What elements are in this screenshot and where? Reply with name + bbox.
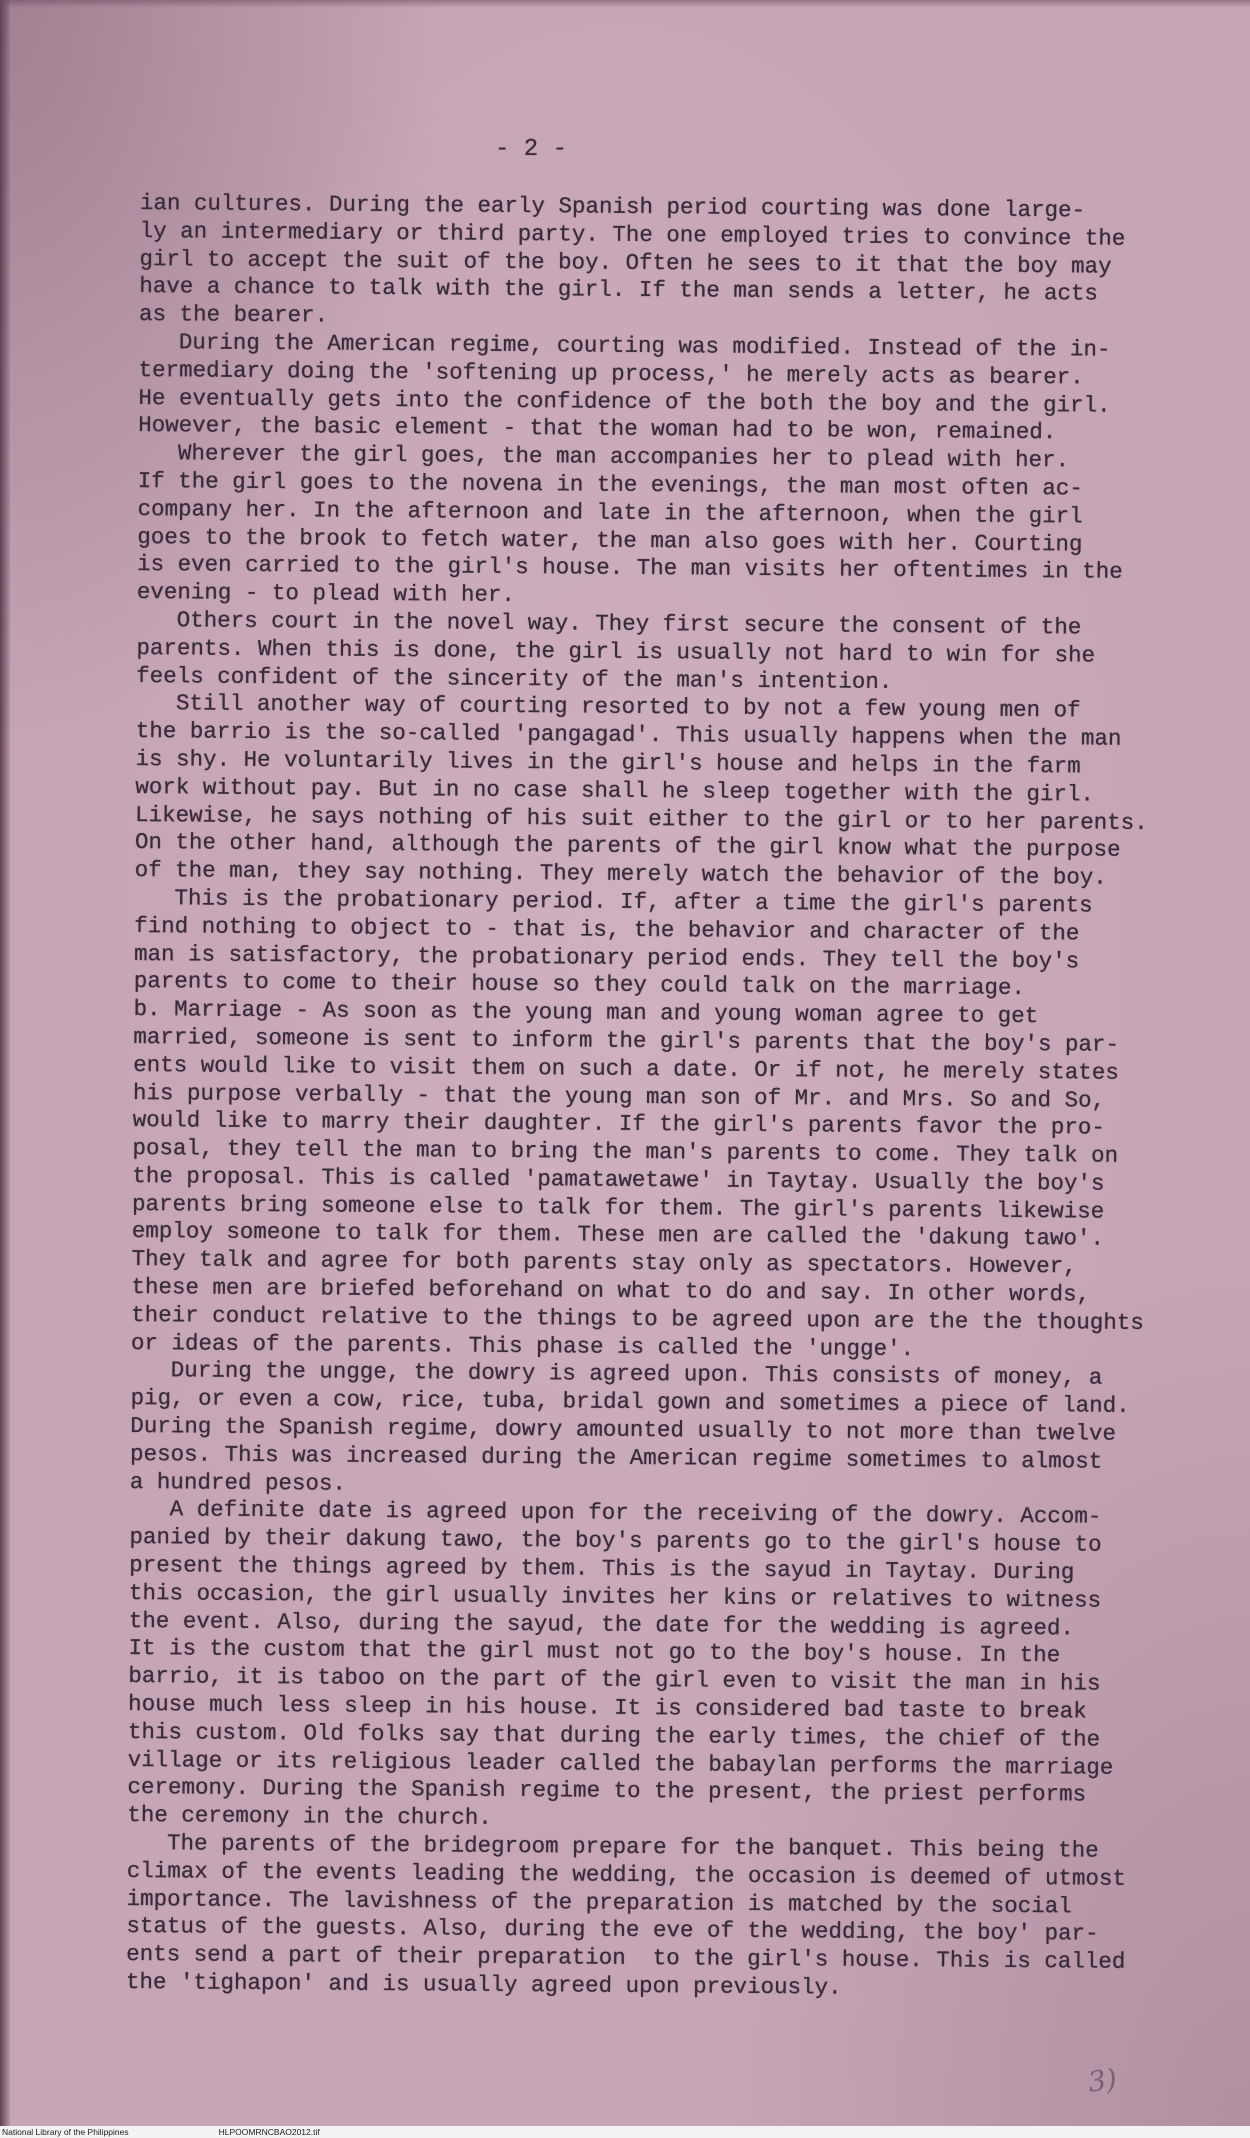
text-line: pig, or even a cow, rice, tuba, bridal gown and sometimes a piece of land.: [130, 1385, 1130, 1420]
paragraph: [137, 440, 1198, 615]
text-line: the proposal. This is called 'pamatawetawe' in Taytay. Usually the boy's: [132, 1162, 1105, 1197]
text-line: company her. In the afternoon and late in the afternoon, when the girl: [137, 495, 1083, 530]
text-line: During the American regime, courting was modified. Instead of the in-: [178, 329, 1111, 363]
text-line: status of the guests. Also, during the eve of the wedding, the boy' par-: [126, 1913, 1099, 1947]
text-line: or ideas of the parents. This phase is called the 'ungge'.: [130, 1329, 915, 1362]
text-line: girl to accept the suit of the boy. Often he sees to it that the boy may: [139, 245, 1112, 280]
scan-top-edge: [0, 0, 1250, 8]
text-line: ian cultures. During the early Spanish period courting was done large-: [139, 190, 1086, 224]
paragraph: [135, 690, 1196, 893]
text-line: A definite date is agreed upon for the receiving of the dowry. Accom-: [169, 1496, 1102, 1531]
text-line: house much less sleep in his house. It is considered bad taste to break: [128, 1690, 1087, 1725]
text-line: is even carried to the girl's house. The man visits her oftentimes in the: [136, 551, 1123, 586]
typewritten-body: [126, 190, 1200, 2005]
text-line: pesos. This was increased during the American regime sometimes to almost: [129, 1440, 1103, 1475]
text-line: The parents of the bridegroom prepare for the banquet. This being the: [166, 1830, 1099, 1864]
text-line: village or its religious leader called the babaylan performs the marriage: [127, 1746, 1114, 1781]
text-line: a hundred pesos.: [129, 1468, 346, 1497]
text-line: ents would like to visit them on such a date. Or if not, he merely states: [133, 1051, 1119, 1086]
text-line: He eventually gets into the confidence of the both the boy and the girl.: [138, 384, 1111, 419]
page-number: - 2 -: [495, 136, 568, 163]
text-line: b. Marriage - As soon as the young man and young woman agree to get: [133, 996, 1039, 1030]
text-line: goes to the brook to fetch water, the man also goes with her. Courting: [137, 523, 1083, 557]
footer-file-name: HLPOOMRNCBAO2012.tif: [218, 2127, 320, 2137]
text-line: married, someone is sent to inform the girl's parents that the boy's par-: [133, 1023, 1120, 1058]
text-line: is shy. He voluntarily lives in the girl's house and helps in the farm: [135, 745, 1081, 780]
paragraph: [136, 607, 1197, 699]
text-line: parents bring someone else to talk for them. The girl's parents likewise: [131, 1190, 1105, 1225]
paragraph: [126, 1830, 1187, 2005]
text-line: Others court in the novel way. They first secure the consent of the: [176, 607, 1082, 641]
text-line: the 'tighapon' and is usually agreed upon previously.: [125, 1968, 842, 2001]
text-line: posal, they tell the man to bring the man's parents to come. They talk on: [132, 1135, 1119, 1169]
text-line: Wherever the girl goes, the man accompanies her to plead with her.: [177, 440, 1070, 474]
paragraph: [130, 1357, 1191, 1504]
handwritten-page-mark: 3): [1085, 2062, 1119, 2099]
text-line: During the ungge, the dowry is agreed upon. This consists of money, a: [170, 1357, 1103, 1392]
text-line: this occasion, the girl usually invites her kins or relatives to witness: [128, 1579, 1102, 1614]
paragraph: [127, 1496, 1190, 1838]
paragraph: [138, 329, 1199, 449]
text-line: employ someone to talk for them. These men are called the 'dakung tawo'.: [131, 1218, 1105, 1253]
text-line: their conduct relative to the things to be agreed upon are the the thoughts: [131, 1301, 1144, 1336]
scan-left-edge: [0, 0, 10, 2126]
text-line: have a chance to talk with the girl. If the man sends a letter, he acts: [139, 273, 1098, 307]
paragraph: [139, 190, 1200, 337]
text-line: evening - to plead with her.: [136, 579, 515, 609]
footer-library-name: National Library of the Philippines: [2, 2127, 129, 2137]
text-line: importance. The lavishness of the preparation is matched by the social: [126, 1885, 1072, 1919]
text-line: This is the probationary period. If, after a time the girl's parents: [174, 885, 1093, 919]
text-line: the barrio is the so-called 'pangagad'. This usually happens when the man: [135, 718, 1122, 752]
text-line: However, the basic element - that the woman had to be won, remained.: [138, 412, 1057, 446]
text-line: parents to come to their house so they could talk on the marriage.: [133, 968, 1026, 1002]
text-line: find nothing to object to - that is, the behavior and character of the: [134, 912, 1080, 947]
text-line: work without pay. But in no case shall he sleep together with the girl.: [135, 773, 1095, 808]
text-line: the event. Also, during the sayud, the date for the wedding is agreed.: [128, 1607, 1074, 1642]
text-line: man is satisfactory, the probationary period ends. They tell the boy's: [133, 940, 1080, 974]
text-line: would like to marry their daughter. If the girl's parents favor the pro-: [132, 1107, 1105, 1141]
text-line: They talk and agree for both parents stay only as spectators. However,: [131, 1246, 1077, 1280]
text-line: ly an intermediary or third party. The one employed tries to convince the: [139, 217, 1126, 252]
text-line: this custom. Old folks say that during the early times, the chief of the: [127, 1718, 1101, 1753]
text-line: During the Spanish regime, dowry amounted usually to not more than twelve: [130, 1413, 1117, 1447]
scan-footer: [0, 2126, 1250, 2138]
text-line: climax of the events leading the wedding, the occasion is deemed of utmost: [126, 1857, 1127, 1892]
text-line: Likewise, he says nothing of his suit either to the girl or to her parents.: [134, 801, 1148, 836]
text-line: feels confident of the sincerity of the man's intention.: [136, 662, 893, 695]
text-line: On the other hand, although the parents of the girl know what the purpose: [134, 829, 1121, 864]
text-line: ceremony. During the Spanish regime to the present, the priest performs: [127, 1774, 1087, 1808]
text-line: termediary doing the 'softening up process,' he merely acts as bearer.: [138, 356, 1084, 391]
paragraph: [134, 885, 1195, 1005]
text-line: ents send a part of their preparation to the girl's house. This is called: [126, 1941, 1126, 1975]
text-line: panied by their dakung tawo, the boy's parents go to the girl's house to: [129, 1524, 1102, 1558]
text-line: of the man, they say nothing. They merely watch the behavior of the boy.: [134, 857, 1107, 891]
text-line: parents. When this is done, the girl is usually not hard to win for she: [136, 634, 1096, 669]
text-line: as the bearer.: [138, 301, 329, 329]
text-line: his purpose verbally - that the young man son of Mr. and Mrs. So and So,: [132, 1079, 1106, 1114]
text-line: barrio, it is taboo on the part of the girl even to visit the man in his: [128, 1663, 1101, 1697]
text-line: It is the custom that the girl must not go to the boy's house. In the: [128, 1635, 1061, 1669]
text-line: present the things agreed by them. This is the sayud in Taytay. During: [129, 1552, 1075, 1586]
paragraph: [131, 996, 1194, 1366]
text-line: these men are briefed beforehand on what to do and say. In other words,: [131, 1274, 1091, 1308]
text-line: Still another way of courting resorted to by not a few young men of: [175, 690, 1081, 724]
text-line: If the girl goes to the novena in the evenings, the man most often ac-: [137, 467, 1083, 502]
text-line: the ceremony in the church.: [127, 1802, 492, 1832]
